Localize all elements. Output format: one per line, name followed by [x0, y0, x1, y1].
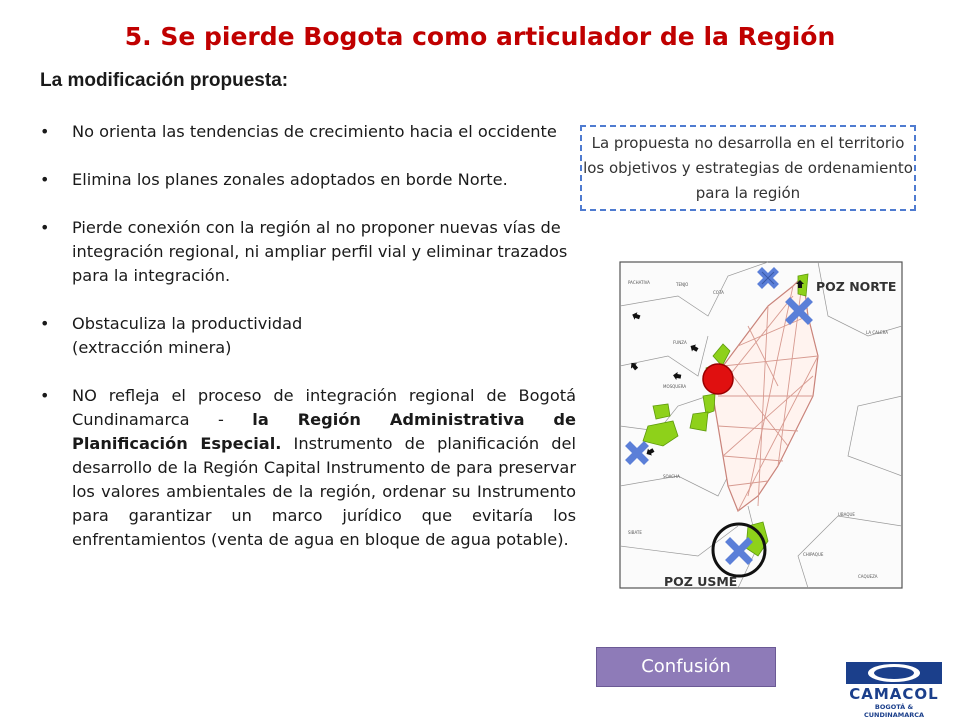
place-label: CHIPAQUE	[803, 552, 824, 557]
place-label: FUNZA	[673, 340, 687, 345]
bullet-item: • Elimina los planes zonales adoptados en borde Norte.	[40, 168, 576, 192]
logo-tagline: BOGOTÁ & CUNDINAMARCA	[863, 703, 925, 719]
place-label: COTA	[713, 290, 724, 295]
place-label: SIBATE	[628, 530, 642, 535]
logo-name: CAMACOL	[849, 685, 939, 703]
region-map	[618, 256, 908, 596]
place-label: TENJO	[676, 282, 689, 287]
slide-title: 5. Se pierde Bogota como articulador de la Región	[124, 22, 836, 51]
bullet-line: • Obstaculiza la productividad	[72, 314, 303, 333]
place-label: CAQUEZA	[858, 574, 878, 579]
place-label: LA CALERA	[866, 330, 888, 335]
bullet-line: (extracción minera)	[72, 338, 232, 357]
slide-subtitle: La modificación propuesta:	[40, 70, 289, 91]
camacol-logo	[846, 662, 942, 719]
poz-norte-label: POZ NORTE	[816, 279, 897, 294]
place-label: PACHATIVA	[628, 280, 650, 285]
place-label: MOSQUERA	[663, 384, 687, 389]
bullet-list	[40, 120, 576, 576]
place-label: SOACHA	[663, 474, 680, 479]
bold-phrase: la Región Administrativa de Planificación Especial.	[72, 410, 576, 453]
bogota-center-marker	[703, 364, 733, 394]
bullet-item: • No orienta las tendencias de crecimiento hacia el occidente	[40, 120, 576, 144]
callout-box: La propuesta no desarrolla en el territorio los objetivos y estrategias de ordenamiento para la región	[580, 125, 916, 211]
poz-usme-label: POZ USME	[664, 574, 738, 589]
confusion-button[interactable]: Confusión	[596, 647, 776, 687]
logo-icon	[846, 662, 942, 686]
place-label: UBAQUE	[838, 512, 855, 517]
bullet-item: • NO refleja el proceso de integración regional de Bogotá Cundinamarca - la Región Administrativa de Planificación Especial. Instrumento de planificación del desarrollo de la Región Capital Instrumento de para preservar los valores ambientales de la región, ordenar su Instrumento para garantizar un marco jurídico que evitaría los enfrentamientos (venta de agua en bloque de agua potable).	[40, 384, 576, 552]
bullet-item	[40, 312, 576, 360]
bullet-item: • Pierde conexión con la región al no proponer nuevas vías de integración regional, ni ampliar perfil vial y eliminar trazados para la integración.	[40, 216, 576, 288]
